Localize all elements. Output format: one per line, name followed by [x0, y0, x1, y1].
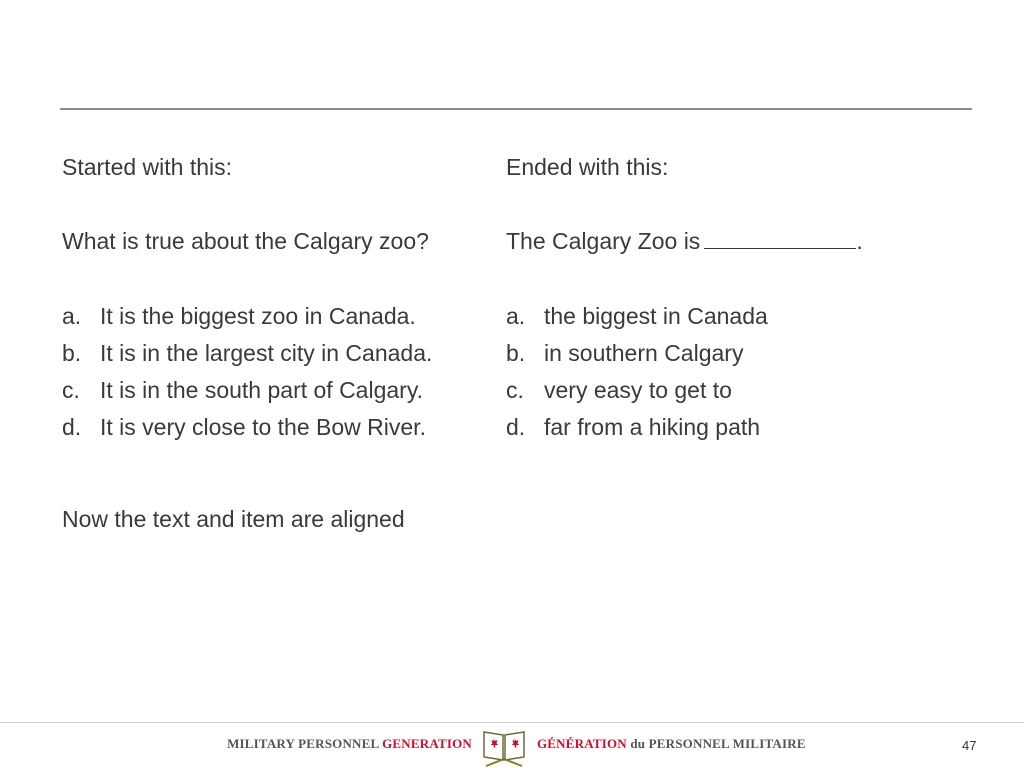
right-column [506, 150, 966, 446]
footer-english-plain: MILITARY PERSONNEL [227, 736, 379, 751]
left-options-list [62, 298, 492, 446]
option-letter: c. [506, 377, 524, 403]
option-text: It is in the south part of Calgary. [100, 377, 424, 403]
footer-english-accent: GENERATION [382, 736, 472, 751]
left-heading: Started with this: [62, 154, 233, 180]
right-option-c [506, 372, 966, 409]
right-question-end: . [856, 228, 863, 254]
left-column [62, 150, 492, 446]
option-letter: a. [62, 303, 82, 329]
option-text: It is very close to the Bow River. [100, 414, 426, 440]
option-letter: b. [506, 340, 526, 366]
footer-french-title [537, 736, 806, 752]
left-question: What is true about the Calgary zoo? [62, 228, 429, 254]
footer-french-plain: du PERSONNEL MILITAIRE [630, 736, 806, 751]
footer-french-accent: GÉNÉRATION [537, 736, 627, 751]
option-text: It is the biggest zoo in Canada. [100, 303, 416, 329]
right-options-list [506, 298, 966, 446]
option-letter: c. [62, 377, 80, 403]
right-question [506, 224, 966, 258]
option-letter: d. [506, 414, 526, 440]
option-text: the biggest in Canada [544, 303, 768, 329]
right-option-d [506, 409, 966, 446]
option-text: in southern Calgary [544, 340, 744, 366]
right-option-a [506, 298, 966, 335]
option-letter: b. [62, 340, 82, 366]
option-letter: d. [62, 414, 82, 440]
footer-divider [0, 722, 1024, 723]
left-option-d [62, 409, 492, 446]
left-option-c [62, 372, 492, 409]
page-number: 47 [962, 738, 977, 753]
option-text: It is in the largest city in Canada. [100, 340, 433, 366]
book-left-page [484, 732, 503, 760]
footer-english-title [227, 736, 472, 752]
option-letter: a. [506, 303, 526, 329]
option-text: very easy to get to [544, 377, 732, 403]
right-question-text: The Calgary Zoo is [506, 228, 701, 254]
left-option-a [62, 298, 492, 335]
footer [0, 726, 1024, 768]
top-divider [60, 108, 972, 110]
right-option-b [506, 335, 966, 372]
book-emblem-icon [480, 726, 528, 768]
left-option-b [62, 335, 492, 372]
option-text: far from a hiking path [544, 414, 761, 440]
right-heading: Ended with this: [506, 154, 669, 180]
answer-blank [704, 228, 856, 249]
alignment-note: Now the text and item are aligned [62, 506, 405, 532]
book-right-page [505, 732, 524, 760]
